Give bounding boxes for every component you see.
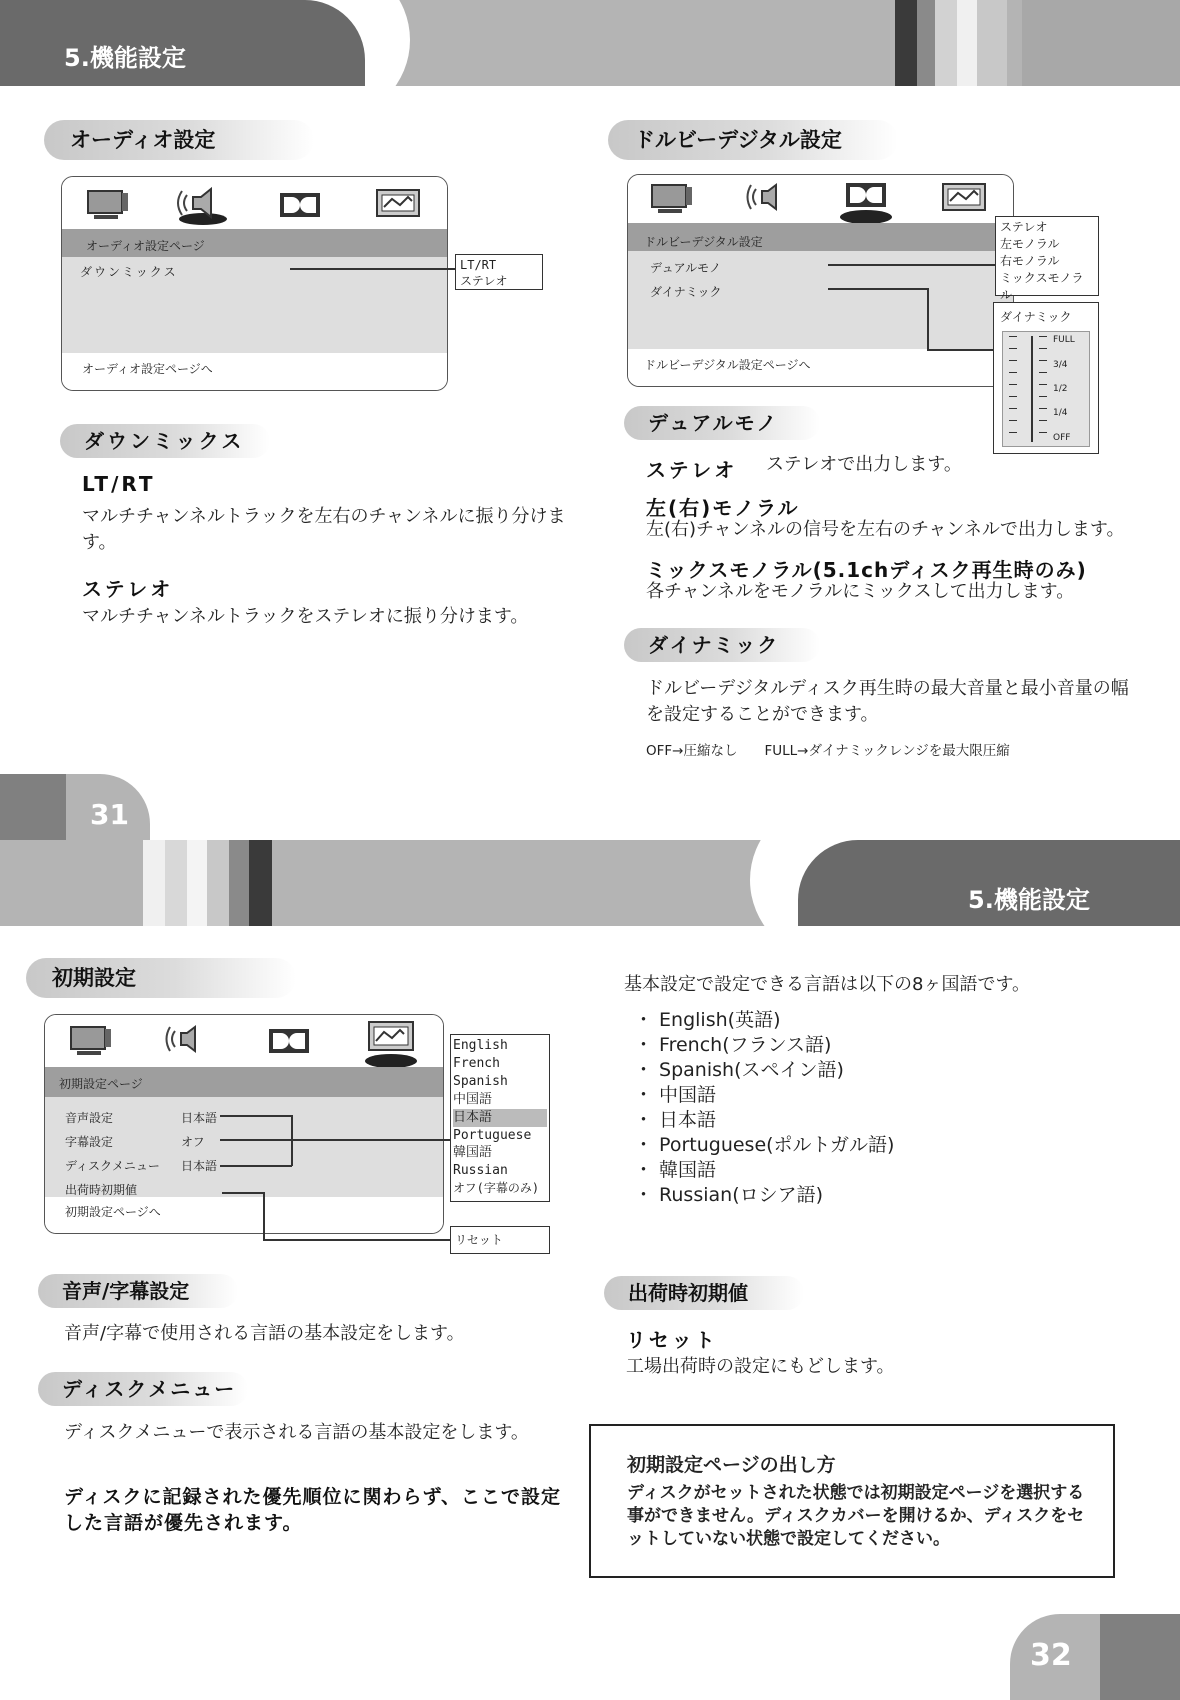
lang-option[interactable]: French [453, 1055, 500, 1071]
dynamic-level-3-4: 3/4 [1053, 360, 1068, 370]
osd-row-audio-value: 日本語 [181, 1111, 218, 1125]
osd-item-downmix[interactable]: ダウンミックス [80, 265, 178, 279]
option-ltrt[interactable]: LT/RT [460, 258, 497, 272]
dolby-icon [278, 191, 322, 219]
osd-row-factory-label[interactable]: 出荷時初期値 [65, 1183, 138, 1197]
stereo-text: マルチチャンネルトラックをステレオに振り分けます。 [82, 606, 529, 627]
factory-heading: 出荷時初期値 [604, 1276, 804, 1310]
dolby-stereo-text: ステレオで出力します。 [766, 454, 962, 475]
dynamic-level-off: OFF [1053, 433, 1071, 443]
stereo-title: ステレオ [82, 577, 174, 601]
section-title-dolby: ドルビーデジタル設定 [608, 120, 898, 160]
connector-line [828, 288, 928, 290]
notice-title: 初期設定ページの出し方 [627, 1454, 836, 1476]
page-number: 31 [90, 798, 129, 831]
osd-page-label: オーディオ設定ページ [86, 239, 205, 253]
tv-icon [648, 181, 696, 215]
osd-row-audio-label[interactable]: 音声設定 [65, 1111, 114, 1125]
language-item: ・ French(フランス語) [634, 1034, 832, 1056]
lang-option[interactable]: Portuguese [453, 1127, 532, 1143]
bottom-header [0, 840, 1180, 926]
settings-panel-icon [363, 1019, 419, 1069]
connector-line [220, 1165, 292, 1167]
dolby-stereo-title: ステレオ [646, 458, 738, 482]
osd-row-subtitle-value: オフ [181, 1135, 205, 1149]
connector-line [828, 264, 998, 266]
osd-footer[interactable]: オーディオ設定ページへ [82, 362, 213, 376]
languages-list [634, 1008, 894, 1208]
connector-line [220, 1139, 450, 1141]
notice-text: ディスクがセットされた状態では初期設定ページを選択する事ができません。ディスクカバーを開けるか、ディスクをセットしていない状態で設定してください。 [627, 1483, 1085, 1549]
osd-row-discmenu-value: 日本語 [181, 1159, 218, 1173]
audio-subtitle-text: 音声/字幕で使用される言語の基本設定をします。 [64, 1323, 465, 1344]
dynamic-level-full: FULL [1053, 335, 1075, 345]
option-left-mono[interactable]: 左モノラル [1000, 237, 1060, 251]
option-stereo[interactable]: ステレオ [1000, 220, 1048, 234]
speaker-icon [175, 183, 227, 225]
lang-option[interactable]: 中国語 [453, 1091, 493, 1107]
top-header [0, 0, 1180, 86]
downmix-options-box [455, 254, 543, 290]
option-mix-mono[interactable]: ミックスモノラル [1000, 271, 1084, 302]
page-number-tab [0, 774, 150, 840]
page-number: 32 [1030, 1638, 1072, 1673]
dualmono-options-box [995, 216, 1099, 302]
tv-icon [67, 1023, 115, 1057]
osd-item-dynamic[interactable]: ダイナミック [650, 285, 722, 299]
osd-row-discmenu-label[interactable]: ディスクメニュー [65, 1159, 160, 1173]
language-item: ・ English(英語) [634, 1009, 781, 1031]
language-item: ・ Spanish(スペイン語) [634, 1059, 844, 1081]
dynamic-level-1-4: 1/4 [1053, 408, 1068, 418]
speaker-icon [165, 1021, 209, 1057]
osd-item-dualmono[interactable]: デュアルモノ [650, 261, 722, 275]
dynamic-text: ドルビーデジタルディスク再生時の最大音量と最小音量の幅を設定することができます。 [646, 678, 1129, 725]
dynamic-level-1-2: 1/2 [1053, 384, 1068, 394]
audio-subtitle-heading: 音声/字幕設定 [38, 1274, 238, 1308]
dualmono-heading: デュアルモノ [624, 406, 820, 440]
lang-option[interactable]: Spanish [453, 1073, 508, 1089]
page-number-tab [1010, 1614, 1180, 1700]
lr-mono-text: 左(右)チャンネルの信号を左右のチャンネルで出力します。 [646, 519, 1125, 540]
connector-line [927, 288, 929, 350]
connector-line [290, 268, 455, 270]
osd-page-label: 初期設定ページ [59, 1077, 143, 1091]
ltrt-title: LT/RT [82, 472, 156, 496]
osd-row-subtitle-label[interactable]: 字幕設定 [65, 1135, 114, 1149]
lr-mono-title: 左(右)モノラル [646, 496, 800, 520]
reset-box [450, 1226, 550, 1254]
language-item: ・ 中国語 [634, 1084, 717, 1106]
dynamic-box-title: ダイナミック [1000, 310, 1072, 324]
mix-mono-text: 各チャンネルをモノラルにミックスして出力します。 [646, 581, 1075, 602]
option-right-mono[interactable]: 右モノラル [1000, 254, 1060, 268]
settings-panel-icon [940, 181, 988, 213]
reset-option[interactable]: リセット [455, 1233, 503, 1247]
dynamic-range-box [993, 302, 1099, 454]
connector-line [263, 1192, 265, 1240]
connector-line [220, 1115, 292, 1117]
osd-footer[interactable]: ドルビーデジタル設定ページへ [644, 358, 811, 372]
mix-mono-title: ミックスモノラル(5.1chディスク再生時のみ) [646, 558, 1087, 582]
lang-option[interactable]: オフ(字幕のみ) [453, 1181, 540, 1196]
factory-reset-text: 工場出荷時の設定にもどします。 [626, 1356, 895, 1377]
lang-option-selected[interactable]: 日本語 [453, 1109, 547, 1127]
osd-footer[interactable]: 初期設定ページへ [65, 1205, 161, 1219]
tv-icon [84, 187, 132, 221]
audio-osd-screen [61, 176, 448, 391]
languages-intro: 基本設定で設定できる言語は以下の8ヶ国語です。 [624, 974, 1031, 995]
priority-note: ディスクに記録された優先順位に関わらず、ここで設定した言語が優先されます。 [64, 1486, 561, 1534]
language-item: ・ 韓国語 [634, 1159, 717, 1181]
header-title: 5.機能設定 [968, 886, 1090, 914]
downmix-heading: ダウンミックス [60, 424, 270, 458]
connector-line [263, 1239, 451, 1241]
header-title: 5.機能設定 [64, 44, 186, 72]
dolby-osd-screen [627, 174, 1014, 387]
dolby-icon [267, 1027, 311, 1055]
connector-line [291, 1115, 293, 1166]
lang-option[interactable]: 韓国語 [453, 1145, 493, 1161]
settings-panel-icon [374, 187, 422, 219]
lang-option[interactable]: Russian [453, 1163, 508, 1179]
language-item: ・ Portuguese(ポルトガル語) [634, 1134, 895, 1156]
option-stereo[interactable]: ステレオ [460, 274, 508, 288]
language-item: ・ Russian(ロシア語) [634, 1184, 824, 1206]
dynamic-note: OFF→圧縮なし FULL→ダイナミックレンジを最大限圧縮 [646, 743, 1010, 759]
language-options-box [450, 1034, 550, 1202]
dolby-icon [838, 179, 894, 225]
connector-line [927, 349, 997, 351]
lang-option[interactable]: English [453, 1038, 508, 1053]
section-title-initial: 初期設定 [26, 958, 296, 998]
factory-reset-title: リセット [626, 1328, 718, 1352]
disc-menu-text: ディスクメニューで表示される言語の基本設定をします。 [64, 1422, 529, 1443]
speaker-icon [746, 179, 790, 215]
connector-line [222, 1192, 264, 1194]
dynamic-slider[interactable] [1002, 331, 1090, 447]
disc-menu-heading: ディスクメニュー [38, 1372, 248, 1406]
notice-box [589, 1424, 1115, 1578]
ltrt-text: マルチチャンネルトラックを左右のチャンネルに振り分けます。 [82, 506, 566, 553]
section-title-audio: オーディオ設定 [44, 120, 314, 160]
dynamic-heading: ダイナミック [624, 628, 820, 662]
language-item: ・ 日本語 [634, 1109, 717, 1131]
osd-page-label: ドルビーデジタル設定 [644, 235, 763, 249]
initial-osd-screen [44, 1014, 444, 1234]
